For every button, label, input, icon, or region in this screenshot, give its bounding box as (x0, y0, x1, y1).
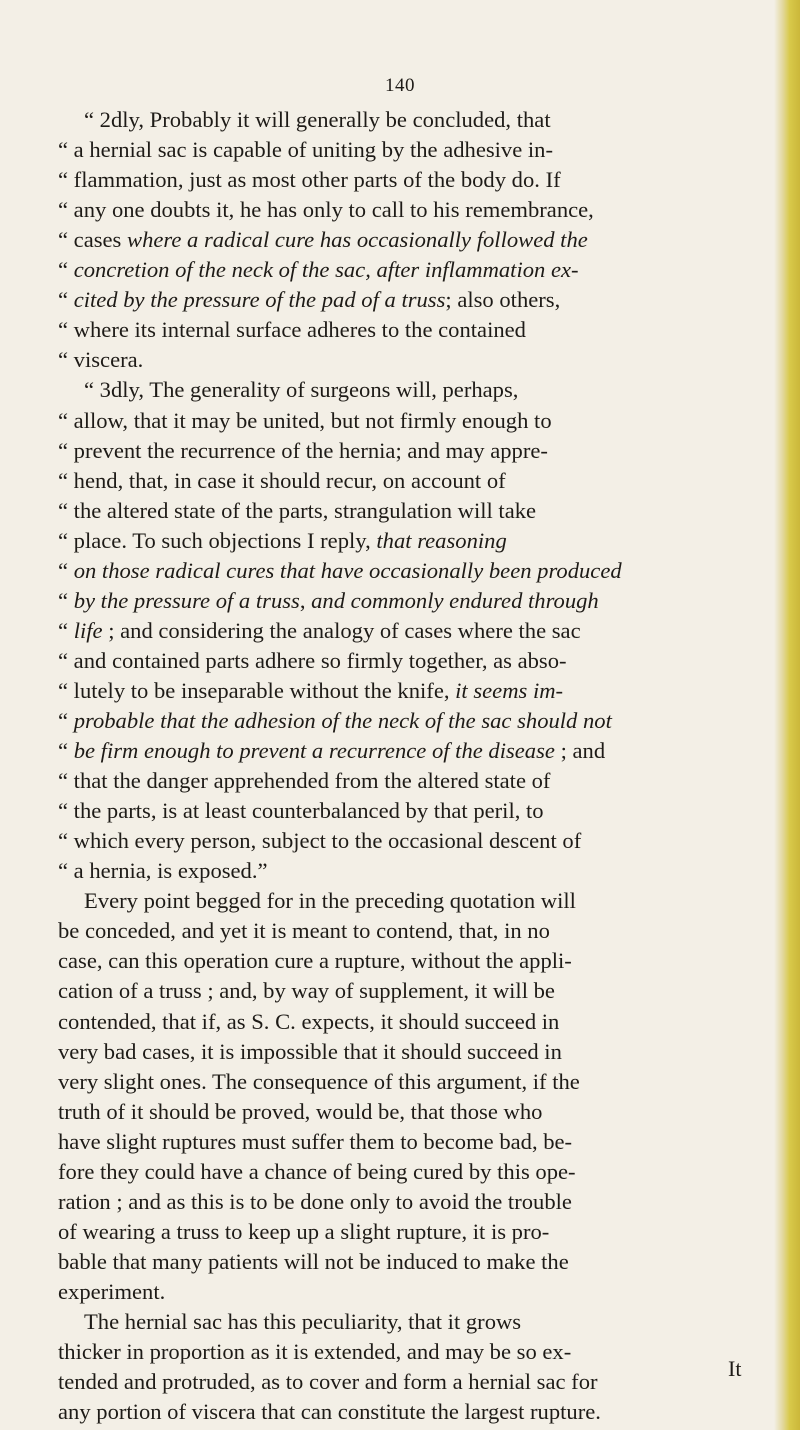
text-segment: “ flammation, just as most other parts of the body do. If (58, 167, 561, 193)
text-segment: ; also others, (445, 287, 561, 313)
text-line (58, 1157, 748, 1187)
italic-text: and commonly endured through (311, 587, 599, 613)
italic-text: it seems im- (455, 677, 564, 703)
text-line (58, 526, 748, 556)
text-line (58, 886, 748, 916)
text-segment: “ lutely to be inseparable without the knife, (58, 677, 456, 703)
text-line (58, 285, 748, 315)
text-segment: “ place. To such objections I reply, (58, 527, 377, 553)
text-line (58, 1397, 748, 1427)
text-segment: ; and considering the analogy of cases where the sac (102, 617, 581, 643)
text-line (58, 1367, 748, 1397)
text-line (58, 856, 748, 886)
text-segment: “ hend, that, in case it should recur, on account of (58, 467, 506, 493)
text-line (58, 556, 748, 586)
text-line (58, 586, 748, 616)
text-line (58, 105, 748, 135)
text-segment: The hernial sac has this peculiarity, that it grows (84, 1309, 522, 1334)
text-line (58, 436, 748, 466)
text-line (58, 1187, 748, 1217)
text-line (58, 766, 748, 796)
text-segment: thicker in proportion as it is extended, and may be so ex- (58, 1339, 572, 1365)
text-line (58, 315, 748, 345)
text-line (58, 616, 748, 646)
text-line (58, 646, 748, 676)
text-segment: “ 3dly, The generality of surgeons will, perhaps, (84, 377, 519, 403)
text-segment: “ a hernial sac is capable of uniting by the adhesive in- (58, 137, 553, 163)
text-segment: bable that many patients will not be induced to make the (58, 1248, 569, 1274)
text-line (58, 796, 748, 826)
page-edge (774, 0, 800, 1430)
text-segment: truth of it should be proved, would be, that those who (58, 1098, 543, 1124)
text-segment: very slight ones. The consequence of this argument, if the (58, 1068, 580, 1094)
text-line (58, 1097, 748, 1127)
text-line (58, 1247, 748, 1277)
text-line (58, 1277, 748, 1307)
italic-text: on those radical cures that have occasionally been produced (73, 557, 622, 583)
text-segment: “ allow, that it may be united, but not firmly enough to (58, 407, 552, 433)
text-segment: tended and protruded, as to cover and form a hernial sac for (58, 1369, 598, 1395)
text-line (58, 225, 748, 255)
text-segment: be conceded, and yet it is meant to contend, that, in no (58, 918, 550, 944)
text-segment: “ (58, 738, 74, 764)
text-segment: “ that the danger apprehended from the altered state of (58, 768, 551, 794)
text-segment: of wearing a truss to keep up a slight rupture, it is pro- (58, 1218, 550, 1244)
text-segment: “ (58, 587, 74, 613)
italic-text: cited by the pressure of the pad of a truss (73, 287, 446, 313)
text-line (58, 736, 748, 766)
italic-text: that reasoning (376, 527, 507, 553)
text-line (58, 195, 748, 225)
text-line (58, 706, 748, 736)
text-line (58, 135, 748, 165)
text-segment: , (299, 587, 312, 613)
text-segment: have slight ruptures must suffer them to become bad, be- (58, 1128, 573, 1154)
text-segment: cation of a truss ; and, by way of supplement, it will be (58, 978, 555, 1004)
text-line (58, 826, 748, 856)
text-segment: “ (58, 617, 74, 643)
text-segment: “ which every person, subject to the occasional descent of (58, 828, 582, 854)
text-segment: case, can this operation cure a rupture, without the appli- (58, 948, 572, 974)
text-segment: very bad cases, it is impossible that it should succeed in (58, 1038, 562, 1064)
catchword: It (728, 1356, 742, 1381)
text-segment: contended, that if, as S. C. expects, it should succeed in (58, 1008, 560, 1034)
text-line (58, 1307, 748, 1337)
text-segment: any portion of viscera that can constitute the largest rupture. (58, 1399, 601, 1425)
text-segment: “ the altered state of the parts, strangulation will take (58, 497, 537, 523)
text-segment: “ 2dly, Probably it will generally be concluded, that (84, 107, 551, 132)
text-line (58, 976, 748, 1006)
text-segment: fore they could have a chance of being cured by this ope- (58, 1158, 576, 1184)
text-line (58, 496, 748, 526)
italic-text: concretion of the neck of the sac, after inflammation ex- (73, 257, 579, 283)
text-line (58, 1037, 748, 1067)
italic-text: life (73, 617, 103, 643)
text-segment: “ prevent the recurrence of the hernia; and may appre- (58, 437, 548, 463)
text-segment: Every point begged for in the preceding quotation will (84, 888, 576, 914)
text-line (58, 165, 748, 195)
text-segment: “ viscera. (58, 347, 144, 373)
text-segment: “ (58, 257, 74, 283)
page-number: 140 (385, 75, 415, 96)
text-line (58, 345, 748, 375)
italic-text: where a radical cure has occasionally followed the (127, 227, 588, 253)
text-line (58, 1067, 748, 1097)
text-segment: “ any one doubts it, he has only to call to his remembrance, (58, 197, 594, 223)
text-line (58, 916, 748, 946)
text-segment: “ (58, 708, 74, 733)
text-segment: “ cases (58, 227, 127, 253)
text-line (58, 375, 748, 405)
text-segment: ; and (554, 738, 606, 764)
text-segment: “ the parts, is at least counterbalanced by that peril, to (58, 798, 544, 824)
text-segment: “ a hernia, is exposed.” (58, 858, 268, 884)
text-line (58, 1127, 748, 1157)
text-line (58, 406, 748, 436)
text-segment: “ where its internal surface adheres to the contained (58, 317, 526, 343)
text-segment: “ and contained parts adhere so firmly together, as abso- (58, 647, 567, 673)
text-segment: experiment. (58, 1278, 166, 1304)
text-line (58, 676, 748, 706)
text-segment: “ (58, 287, 74, 313)
text-line (58, 1217, 748, 1247)
text-line (58, 1007, 748, 1037)
text-line (58, 1337, 748, 1367)
text-segment: ration ; and as this is to be done only to avoid the trouble (58, 1188, 572, 1214)
text-line (58, 946, 748, 976)
text-line (58, 255, 748, 285)
italic-text: by the pressure of a truss (73, 587, 300, 613)
text-segment: “ (58, 557, 74, 583)
italic-text: be firm enough to prevent a recurrence of the disease (73, 738, 555, 764)
italic-text: probable that the adhesion of the neck of the sac should not (73, 708, 612, 733)
text-line (58, 466, 748, 496)
